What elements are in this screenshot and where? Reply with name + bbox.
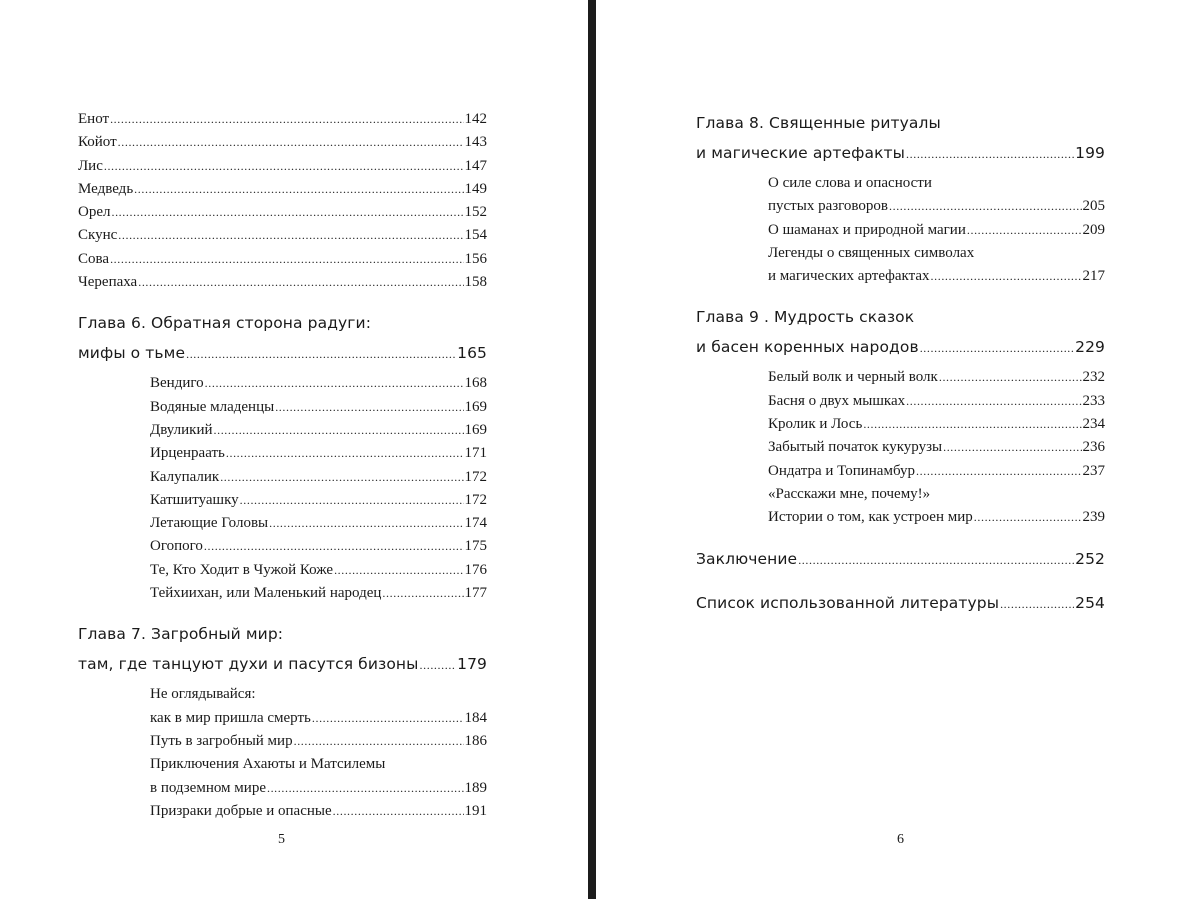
toc-entry-page: 191 xyxy=(464,802,487,819)
toc-entry-line1[interactable] xyxy=(696,483,1105,506)
bibliography-title: Список использованной литературы xyxy=(696,593,1000,612)
dot-leader xyxy=(420,650,457,680)
dot-leader xyxy=(111,201,463,224)
toc-entry[interactable] xyxy=(78,489,487,512)
toc-entry-page: 236 xyxy=(1082,439,1105,456)
toc-entry[interactable] xyxy=(696,460,1105,483)
dot-leader xyxy=(967,219,1082,242)
toc-entry-title: Скунс xyxy=(78,227,118,244)
toc-entry[interactable] xyxy=(78,131,487,154)
dot-leader xyxy=(294,730,464,753)
dot-leader xyxy=(205,372,464,395)
dot-leader xyxy=(134,178,463,201)
toc-entry-page: 169 xyxy=(464,398,487,415)
dot-leader xyxy=(226,442,464,465)
toc-entry[interactable] xyxy=(78,466,487,489)
chapter-title-line1: Глава 6. Обратная сторона радуги: xyxy=(78,314,372,333)
dot-leader xyxy=(889,195,1082,218)
right-page xyxy=(596,0,1187,899)
dot-leader xyxy=(110,248,463,271)
toc-entry[interactable] xyxy=(78,707,487,730)
dot-leader xyxy=(798,545,1074,575)
toc-entry-title: Те, Кто Ходит в Чужой Коже xyxy=(150,561,334,578)
toc-entry[interactable] xyxy=(78,396,487,419)
toc-entry-title: как в мир пришла смерть xyxy=(150,709,311,726)
chapter-entry[interactable] xyxy=(78,338,487,368)
dot-leader xyxy=(906,139,1074,169)
toc-entry-title: Приключения Ахаюты и Матсилемы xyxy=(150,756,386,773)
toc-entry[interactable] xyxy=(78,224,487,247)
book-spine xyxy=(588,0,596,899)
toc-entry-page: 149 xyxy=(464,180,487,197)
toc-entry-title: Огопого xyxy=(150,538,203,555)
toc-entry[interactable] xyxy=(78,419,487,442)
left-toc xyxy=(78,108,487,823)
toc-entry-title: Белый волк и черный волк xyxy=(768,369,938,386)
toc-entry-title: Не оглядывайся: xyxy=(150,686,256,703)
toc-entry-page: 233 xyxy=(1082,392,1105,409)
toc-entry-title: Вендиго xyxy=(150,375,204,392)
toc-entry-title: Басня о двух мышках xyxy=(768,392,906,409)
toc-entry-title: Призраки добрые и опасные xyxy=(150,802,332,819)
toc-entry[interactable] xyxy=(78,178,487,201)
conclusion-entry[interactable] xyxy=(696,544,1105,574)
toc-entry[interactable] xyxy=(696,390,1105,413)
dot-leader xyxy=(204,535,464,558)
chapter-entry[interactable] xyxy=(696,332,1105,362)
chapter-title-line2: и басен коренных народов xyxy=(696,338,919,357)
dot-leader xyxy=(939,366,1082,389)
toc-entry-title: Тейхиихан, или Маленький народец xyxy=(150,585,382,602)
toc-entry-page: 175 xyxy=(464,538,487,555)
toc-entry[interactable] xyxy=(78,512,487,535)
dot-leader xyxy=(382,582,463,605)
toc-entry[interactable] xyxy=(696,366,1105,389)
conclusion-page: 252 xyxy=(1075,549,1105,568)
toc-entry-line1[interactable] xyxy=(696,172,1105,195)
toc-entry[interactable] xyxy=(78,271,487,294)
chapter-page: 229 xyxy=(1075,338,1105,357)
toc-entry-page: 158 xyxy=(464,274,487,291)
toc-entry[interactable] xyxy=(78,372,487,395)
toc-entry-title: Енот xyxy=(78,111,110,127)
toc-entry-title: Истории о том, как устроен мир xyxy=(768,509,973,526)
toc-entry[interactable] xyxy=(78,248,487,271)
toc-entry-title: и магических артефактах xyxy=(768,268,930,285)
dot-leader xyxy=(269,512,463,535)
toc-entry-page: 177 xyxy=(464,585,487,602)
toc-entry-title: Забытый початок кукурузы xyxy=(768,439,943,456)
dot-leader xyxy=(916,460,1081,483)
chapter-entry[interactable] xyxy=(78,649,487,679)
left-page xyxy=(0,0,588,899)
dot-leader xyxy=(943,436,1081,459)
toc-entry-title: Путь в загробный мир xyxy=(150,732,293,749)
toc-entry-title: Летающие Головы xyxy=(150,515,269,532)
dot-leader xyxy=(974,506,1082,529)
toc-entry[interactable] xyxy=(78,777,487,800)
toc-entry-page: 239 xyxy=(1082,509,1105,526)
dot-leader xyxy=(118,224,463,247)
chapter-title-line1: Глава 8. Священные ритуалы xyxy=(696,114,941,132)
toc-entry-title: Ондатра и Топинамбур xyxy=(768,462,916,479)
toc-entry-page: 172 xyxy=(464,468,487,485)
dot-leader xyxy=(312,707,464,730)
toc-entry-title: Сова xyxy=(78,250,110,267)
dot-leader xyxy=(104,155,464,178)
dot-leader xyxy=(186,339,456,369)
toc-entry-page: 234 xyxy=(1082,416,1105,433)
chapter-heading xyxy=(78,619,487,649)
toc-entry[interactable] xyxy=(696,506,1105,529)
toc-entry-title: Койот xyxy=(78,134,117,151)
toc-entry-line1[interactable] xyxy=(78,683,487,706)
dot-leader xyxy=(214,419,464,442)
toc-entry-page: 171 xyxy=(464,445,487,462)
toc-entry-page: 186 xyxy=(464,732,487,749)
toc-entry-page: 156 xyxy=(464,250,487,267)
dot-leader xyxy=(275,396,463,419)
toc-entry[interactable] xyxy=(78,730,487,753)
toc-entry-title: О силе слова и опасности xyxy=(768,175,932,191)
toc-entry-page: 152 xyxy=(464,204,487,221)
toc-entry-title: Орел xyxy=(78,204,111,221)
chapter-heading xyxy=(78,308,487,338)
toc-entry-title: Черепаха xyxy=(78,274,138,291)
toc-entry-line1[interactable] xyxy=(696,242,1105,265)
toc-entry[interactable] xyxy=(78,442,487,465)
toc-entry-title: Калупалик xyxy=(150,468,220,485)
toc-entry-line1[interactable] xyxy=(78,753,487,776)
chapter-page: 179 xyxy=(457,655,487,674)
toc-entry[interactable] xyxy=(78,535,487,558)
bibliography-page: 254 xyxy=(1075,593,1105,612)
dot-leader xyxy=(138,271,463,294)
toc-entry-title: Легенды о священных символах xyxy=(768,244,975,261)
chapter-title-line2: и магические артефакты xyxy=(696,144,906,162)
toc-entry-page: 232 xyxy=(1082,369,1105,386)
toc-entry[interactable] xyxy=(696,436,1105,459)
toc-entry[interactable] xyxy=(696,195,1105,218)
toc-entry-page: 174 xyxy=(464,515,487,532)
toc-entry[interactable] xyxy=(78,800,487,823)
right-toc xyxy=(696,108,1105,618)
toc-entry[interactable] xyxy=(78,108,487,131)
chapter-title-line2: мифы о тьме xyxy=(78,344,186,363)
dot-leader xyxy=(920,333,1074,363)
toc-entry-title: Кролик и Лось xyxy=(768,416,863,433)
toc-entry[interactable] xyxy=(696,219,1105,242)
toc-entry-title: Двуликий xyxy=(150,421,213,438)
dot-leader xyxy=(118,131,464,154)
toc-entry-title: Ирценраать xyxy=(150,445,225,462)
toc-entry-page: 184 xyxy=(464,709,487,726)
toc-entry-page: 209 xyxy=(1082,221,1105,238)
dot-leader xyxy=(863,413,1081,436)
dot-leader xyxy=(906,390,1081,413)
dot-leader xyxy=(1000,589,1074,619)
toc-entry-title: в подземном мире xyxy=(150,779,266,796)
chapter-entry[interactable] xyxy=(696,138,1105,168)
toc-entry-title: О шаманах и природной магии xyxy=(768,221,966,238)
toc-entry-title: пустых разговоров xyxy=(768,198,888,215)
toc-entry-title: «Расскажи мне, почему!» xyxy=(768,485,931,502)
toc-entry-page: 142 xyxy=(464,111,487,127)
dot-leader xyxy=(333,800,464,823)
chapter-title-line1: Глава 9 . Мудрость сказок xyxy=(696,308,915,327)
toc-entry[interactable] xyxy=(78,201,487,224)
toc-entry-page: 237 xyxy=(1082,462,1105,479)
toc-entry-page: 143 xyxy=(464,134,487,151)
dot-leader xyxy=(334,559,463,582)
chapter-title-line1: Глава 7. Загробный мир: xyxy=(78,625,284,644)
toc-entry-page: 205 xyxy=(1082,198,1105,215)
page-number: 5 xyxy=(278,832,285,847)
toc-entry-page: 217 xyxy=(1082,268,1105,285)
chapter-page: 165 xyxy=(457,344,487,363)
conclusion-title: Заключение xyxy=(696,549,798,568)
bibliography-entry[interactable] xyxy=(696,588,1105,618)
toc-entry[interactable] xyxy=(696,413,1105,436)
toc-entry-page: 172 xyxy=(464,491,487,508)
toc-entry[interactable] xyxy=(696,265,1105,288)
chapter-heading xyxy=(696,302,1105,332)
toc-entry[interactable] xyxy=(78,582,487,605)
toc-entry-title: Водяные младенцы xyxy=(150,398,275,415)
chapter-heading xyxy=(696,108,1105,138)
toc-entry-page: 169 xyxy=(464,421,487,438)
chapter-page: 199 xyxy=(1075,144,1105,162)
toc-entry-page: 154 xyxy=(464,227,487,244)
dot-leader xyxy=(220,466,463,489)
page-number: 6 xyxy=(897,832,904,847)
toc-entry-page: 176 xyxy=(464,561,487,578)
toc-entry-page: 189 xyxy=(464,779,487,796)
toc-entry[interactable] xyxy=(78,155,487,178)
dot-leader xyxy=(267,777,464,800)
toc-entry[interactable] xyxy=(78,559,487,582)
toc-entry-page: 147 xyxy=(464,157,487,174)
toc-entry-title: Катшитуашку xyxy=(150,491,239,508)
toc-entry-title: Лис xyxy=(78,157,103,174)
toc-entry-page: 168 xyxy=(464,375,487,392)
dot-leader xyxy=(240,489,464,512)
toc-entry-title: Медведь xyxy=(78,180,134,197)
dot-leader xyxy=(110,108,463,131)
chapter-title-line2: там, где танцуют духи и пасутся бизоны xyxy=(78,655,419,674)
dot-leader xyxy=(931,265,1082,288)
